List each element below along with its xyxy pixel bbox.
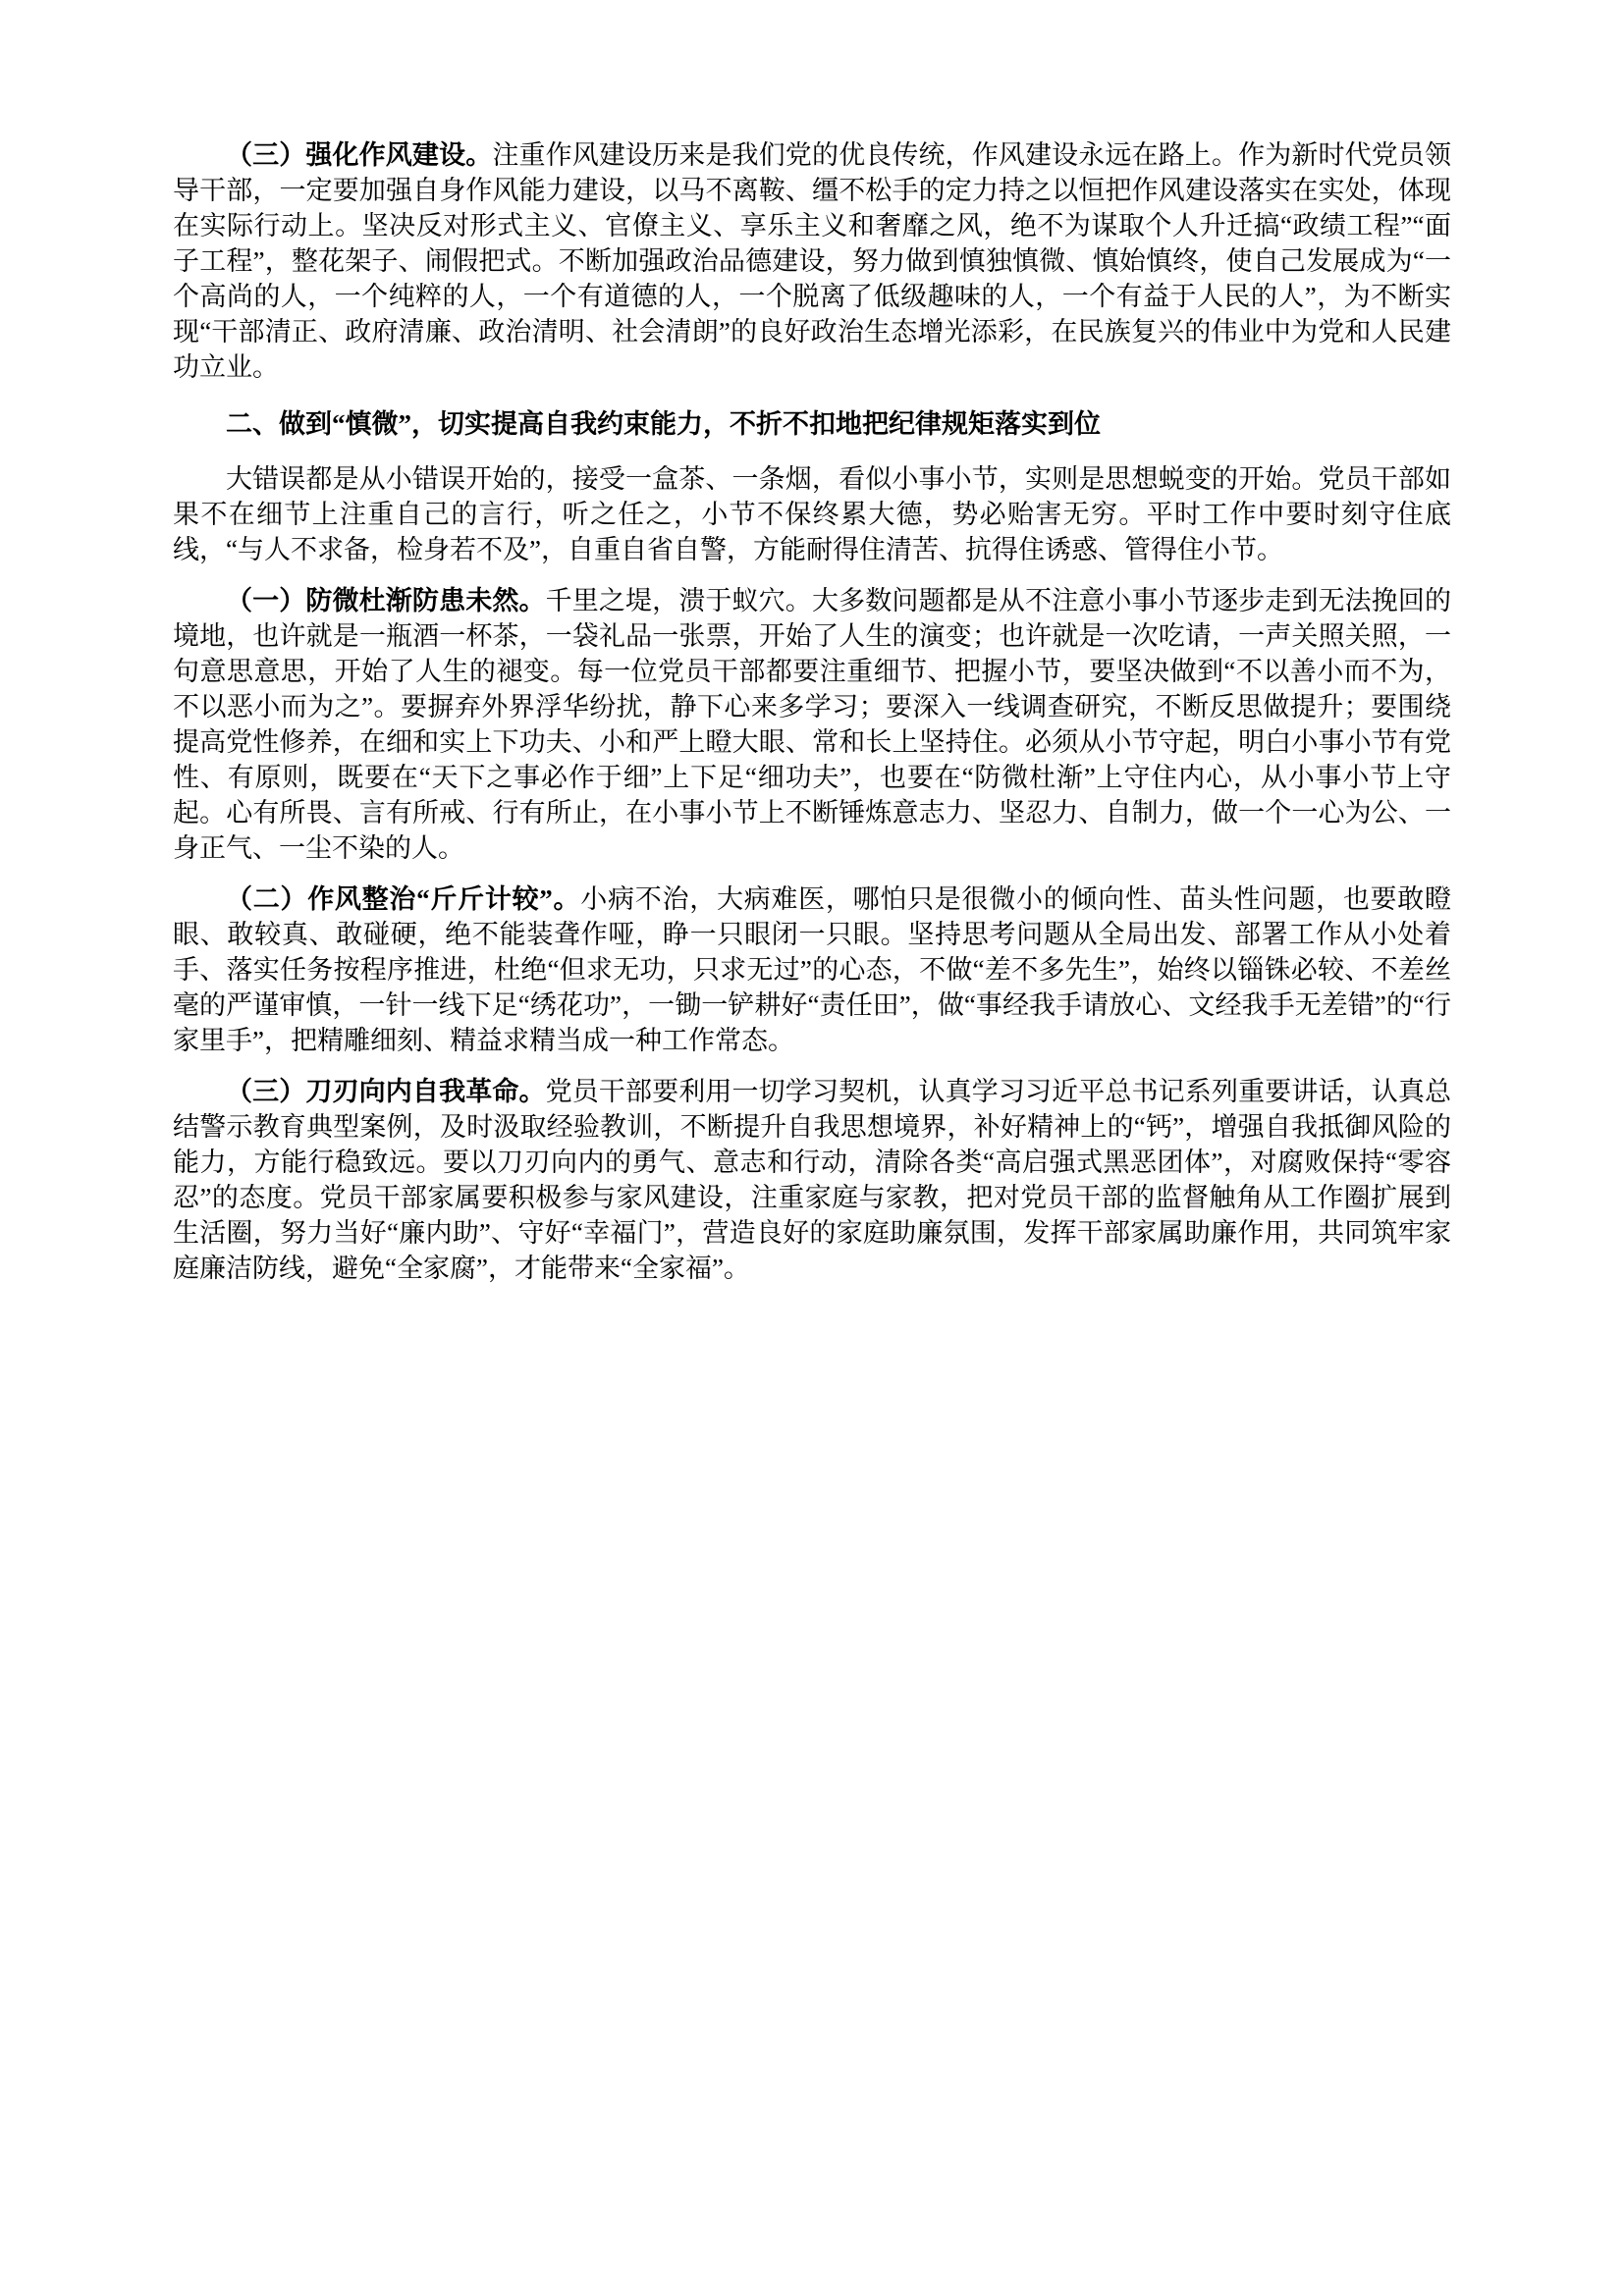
paragraph-two [173,881,1451,1058]
paragraph-text: 大错误都是从小错误开始的，接受一盒茶、一条烟，看似小事小节，实则是思想蜕变的开始。党员干部如果不在细节上注重自己的言行，听之任之，小节不保终累大德，势必贻害无穷。平时工作中要时刻守住底线，“与人不求备，检身若不及”，自重自省自警，方能耐得住清苦、抗得住诱惑、管得住小节。 [173,464,1451,564]
paragraph-intro [173,461,1451,567]
paragraph-three [173,1074,1451,1286]
paragraph-lead: （三）强化作风建设。 [226,140,493,170]
paragraph-one [173,583,1451,866]
paragraph-lead: （三）刀刃向内自我革命。 [226,1077,546,1106]
paragraph-text: 小病不治，大病难医，哪怕只是很微小的倾向性、苗头性问题，也要敢瞪眼、敢较真、敢碰硬，绝不能装聋作哑，睁一只眼闭一只眼。坚持思考问题从全局出发、部署工作从小处着手、落实任务按程序推进，杜绝“但求无功，只求无过”的心态，不做“差不多先生”，始终以锱铢必较、不差丝毫的严谨审慎，一针一线下足“绣花功”，一锄一铲耕好“责任田”，做“事经我手请放心、文经我手无差错”的“行家里手”，把精雕细刻、精益求精当成一种工作常态。 [173,884,1452,1055]
paragraph-text: 党员干部要利用一切学习契机，认真学习习近平总书记系列重要讲话，认真总结警示教育典型案例，及时汲取经验教训，不断提升自我思想境界，补好精神上的“钙”，增强自我抵御风险的能力，方能行稳致远。要以刀刃向内的勇气、意志和行动，清除各类“高启强式黑恶团体”，对腐败保持“零容忍”的态度。党员干部家属要积极参与家风建设，注重家庭与家教，把对党员干部的监督触角从工作圈扩展到生活圈，努力当好“廉内助”、守好“幸福门”，营造良好的家庭助廉氛围，发挥干部家属助廉作用，共同筑牢家庭廉洁防线，避免“全家腐”，才能带来“全家福”。 [173,1077,1452,1283]
document-body [173,137,1451,1286]
section-heading: 二、做到“慎微”，切实提高自我约束能力，不折不扣地把纪律规矩落实到位 [226,409,1101,439]
paragraph-text: 千里之堤，溃于蚁穴。大多数问题都是从不注意小事小节逐步走到无法挽回的境地，也许就是一瓶酒一杯茶，一袋礼品一张票，开始了人生的演变；也许就是一次吃请，一声关照关照，一句意思意思，开始了人生的褪变。每一位党员干部都要注重细节、把握小节，要坚决做到“不以善小而不为，不以恶小而为之”。要摒弃外界浮华纷扰，静下心来多学习；要深入一线调查研究，不断反思做提升；要围绕提高党性修养，在细和实上下功夫、小和严上瞪大眼、常和长上坚持住。必须从小节守起，明白小事小节有党性、有原则，既要在“天下之事必作于细”上下足“细功夫”，也要在“防微杜渐”上守住内心，从小事小节上守起。心有所畏、言有所戒、行有所止，在小事小节上不断锤炼意志力、坚忍力、自制力，做一个一心为公、一身正气、一尘不染的人。 [173,586,1452,863]
paragraph-lead: （二）作风整治“斤斤计较”。 [226,884,581,914]
paragraph-text: 注重作风建设历来是我们党的优良传统，作风建设永远在路上。作为新时代党员领导干部，一定要加强自身作风能力建设，以马不离鞍、缰不松手的定力持之以恒把作风建设落实在实处，体现在实际行动上。坚决反对形式主义、官僚主义、享乐主义和奢靡之风，绝不为谋取个人升迁搞“政绩工程”“面子工程”，整花架子、闹假把式。不断加强政治品德建设，努力做到慎独慎微、慎始慎终，使自己发展成为“一个高尚的人，一个纯粹的人，一个有道德的人，一个脱离了低级趣味的人，一个有益于人民的人”，为不断实现“干部清正、政府清廉、政治清明、社会清朗”的良好政治生态增光添彩，在民族复兴的伟业中为党和人民建功立业。 [173,140,1452,382]
paragraph-style-building [173,137,1451,385]
paragraph-lead: （一）防微杜渐防患未然。 [226,586,546,615]
